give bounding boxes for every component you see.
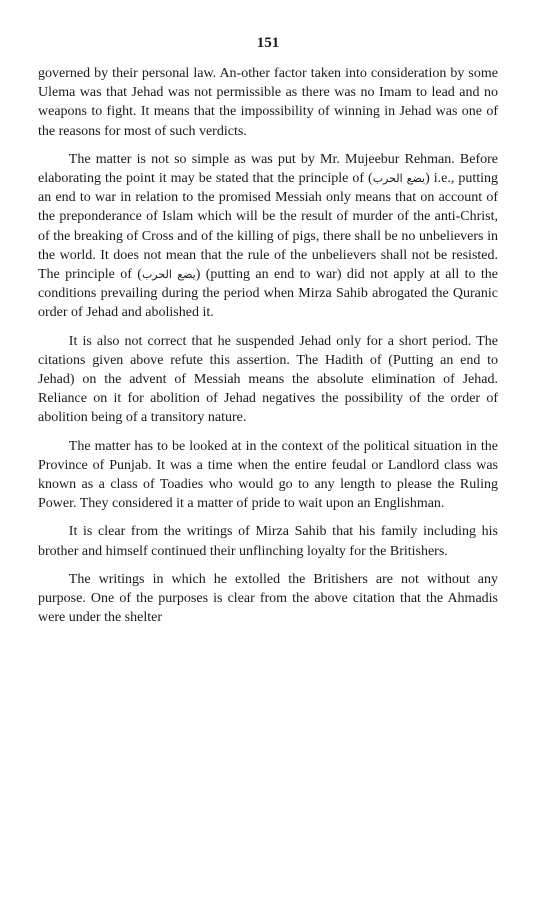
paragraph-5: It is clear from the writings of Mirza Sahib that his family including his brother and himself continued their unflinching loyalty for the Britishers. bbox=[38, 524, 498, 559]
paragraph-1: governed by their personal law. An-other factor taken into consideration by some Ulema was that Jehad was not permissible as there was no Imam to lead and no weapons to fight. It means that the impossibility of winning in Jehad was one of the reasons for most of such verdicts. bbox=[38, 66, 498, 139]
paragraph-2-part-3: ) (putting an end to war) did not apply at all to the conditions prevailing during the period when Mirza Sahib abrogated the Quranic order of Jehad and abolished it. bbox=[38, 267, 498, 321]
book-page bbox=[38, 34, 498, 636]
paragraph-2 bbox=[38, 150, 498, 323]
paragraph-2-part-2: ) i.e., putting an end to war in relation to the promised Messiah only means that on account of the preponderance of Islam which will be the result of murder of the anti-Christ, of the breaking of Cross and of the killing of pigs, there shall be no unbelievers in the world. It does not mean that the rule of the unbelievers shall not be resisted. The principle of ( bbox=[38, 171, 499, 283]
paragraph-2-part-1: The matter is not so simple as was put by Mr. Mujeebur Rehman. Before elaborating the point it may be stated that the principle of ( bbox=[38, 151, 498, 187]
paragraph-6: The writings in which he extolled the Britishers are not without any purpose. One of the purposes is clear from the above citation that the Ahmadis were under the shelter bbox=[38, 571, 498, 626]
paragraph-3: It is also not correct that he suspended Jehad only for a short period. The citations given above refute this assertion. The Hadith of (Putting an end to Jehad) on the advent of Messiah means the absolute elimination of Jehad. Reliance on it for abolition of Jehad negatives the possibility of the order of abolition being of a transitory nature. bbox=[38, 333, 498, 426]
paragraph-4: The matter has to be looked at in the context of the political situation in the Province of Punjab. It was a time when the entire feudal or Landlord class was known as a class of Toadies who would go to any length to please the Ruling Power. They considered it a matter of pride to wait upon an Englishman. bbox=[38, 438, 498, 512]
page-number: 151 bbox=[256, 35, 280, 51]
arabic-phrase-2: يضع الحرب bbox=[141, 268, 196, 282]
arabic-phrase-1: يضع الحرب bbox=[372, 172, 426, 186]
